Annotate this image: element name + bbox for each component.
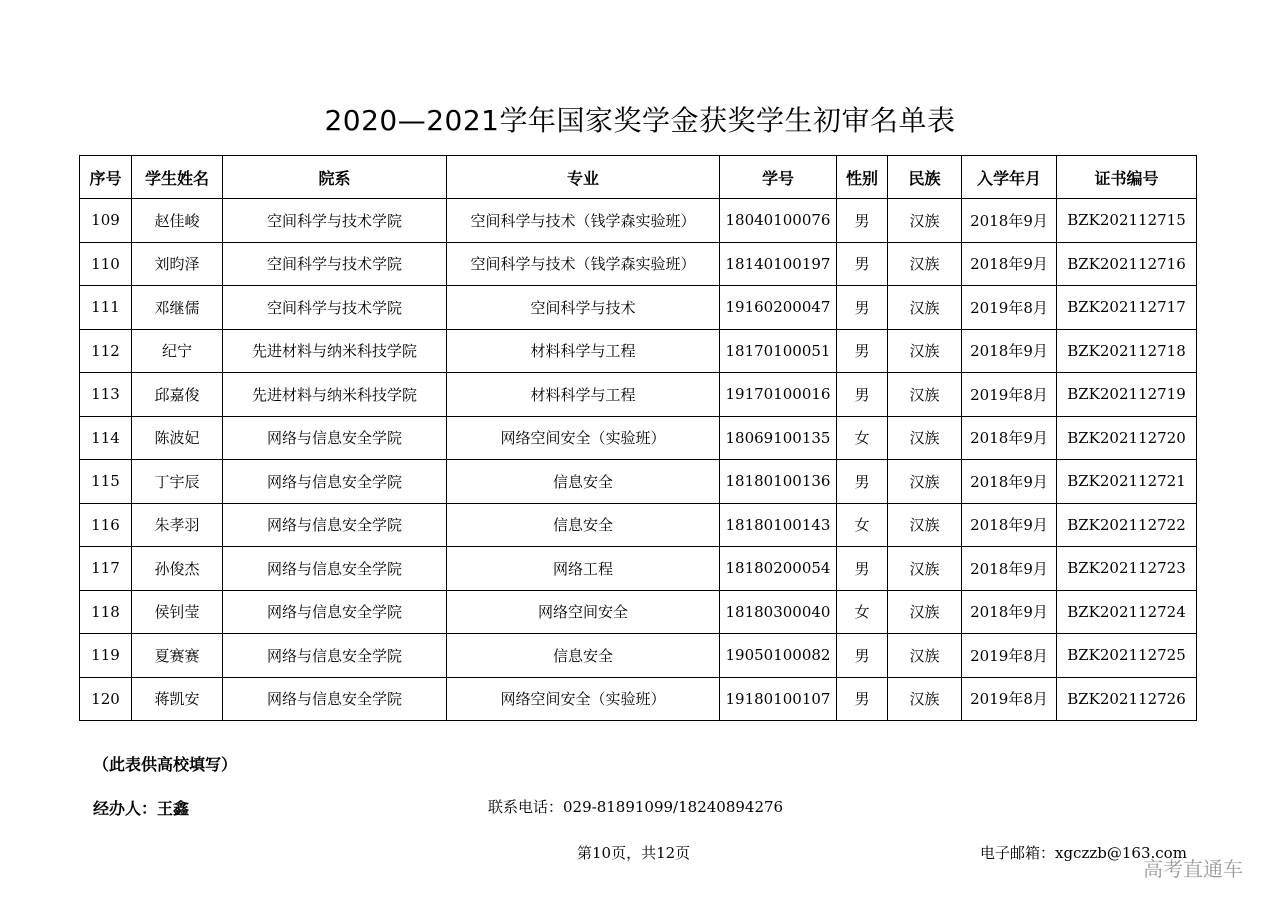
table-body <box>80 199 1197 721</box>
cell-department: 网络与信息安全学院 <box>223 503 447 547</box>
cell-certificate: BZK202112724 <box>1057 590 1197 634</box>
cell-enrollment: 2019年8月 <box>962 634 1057 678</box>
cell-ethnicity: 汉族 <box>888 242 962 286</box>
cell-index: 109 <box>80 199 132 243</box>
cell-student-id: 18180200054 <box>720 547 837 591</box>
table-row <box>80 286 1197 330</box>
column-header-major: 专业 <box>447 156 720 199</box>
cell-student-id: 18180100136 <box>720 460 837 504</box>
fill-note: （此表供高校填写） <box>93 755 238 774</box>
cell-student-id: 19170100016 <box>720 373 837 417</box>
cell-enrollment: 2018年9月 <box>962 460 1057 504</box>
column-header-name: 学生姓名 <box>132 156 223 199</box>
cell-enrollment: 2018年9月 <box>962 590 1057 634</box>
cell-certificate: BZK202112726 <box>1057 677 1197 721</box>
cell-department: 网络与信息安全学院 <box>223 547 447 591</box>
cell-index: 111 <box>80 286 132 330</box>
cell-enrollment: 2018年9月 <box>962 329 1057 373</box>
cell-index: 116 <box>80 503 132 547</box>
cell-student-id: 19180100107 <box>720 677 837 721</box>
cell-ethnicity: 汉族 <box>888 634 962 678</box>
cell-department: 先进材料与纳米科技学院 <box>223 373 447 417</box>
cell-gender: 男 <box>837 677 888 721</box>
column-header-enrollment: 入学年月 <box>962 156 1057 199</box>
cell-student-id: 18140100197 <box>720 242 837 286</box>
cell-certificate: BZK202112723 <box>1057 547 1197 591</box>
table-row <box>80 547 1197 591</box>
cell-enrollment: 2019年8月 <box>962 677 1057 721</box>
cell-major: 信息安全 <box>447 634 720 678</box>
cell-department: 空间科学与技术学院 <box>223 199 447 243</box>
watermark-text: 高考直通车 <box>1143 857 1243 881</box>
table-row <box>80 373 1197 417</box>
cell-name: 邓继儒 <box>132 286 223 330</box>
cell-gender: 女 <box>837 416 888 460</box>
cell-name: 丁宇辰 <box>132 460 223 504</box>
column-header-gender: 性别 <box>837 156 888 199</box>
cell-major: 网络空间安全 <box>447 590 720 634</box>
cell-name: 陈波妃 <box>132 416 223 460</box>
cell-name: 纪宁 <box>132 329 223 373</box>
column-header-certificate: 证书编号 <box>1057 156 1197 199</box>
cell-major: 材料科学与工程 <box>447 373 720 417</box>
cell-department: 网络与信息安全学院 <box>223 634 447 678</box>
cell-name: 邱嘉俊 <box>132 373 223 417</box>
cell-student-id: 19050100082 <box>720 634 837 678</box>
cell-index: 120 <box>80 677 132 721</box>
table-row <box>80 199 1197 243</box>
cell-certificate: BZK202112721 <box>1057 460 1197 504</box>
cell-name: 刘昀泽 <box>132 242 223 286</box>
cell-name: 蒋凯安 <box>132 677 223 721</box>
cell-ethnicity: 汉族 <box>888 547 962 591</box>
cell-index: 114 <box>80 416 132 460</box>
cell-ethnicity: 汉族 <box>888 373 962 417</box>
column-header-ethnicity: 民族 <box>888 156 962 199</box>
table-row <box>80 329 1197 373</box>
cell-major: 空间科学与技术（钱学森实验班） <box>447 199 720 243</box>
cell-major: 空间科学与技术 <box>447 286 720 330</box>
cell-ethnicity: 汉族 <box>888 590 962 634</box>
cell-certificate: BZK202112725 <box>1057 634 1197 678</box>
cell-department: 先进材料与纳米科技学院 <box>223 329 447 373</box>
table-row <box>80 503 1197 547</box>
table-row <box>80 677 1197 721</box>
cell-department: 空间科学与技术学院 <box>223 286 447 330</box>
table-row <box>80 460 1197 504</box>
column-header-index: 序号 <box>80 156 132 199</box>
cell-ethnicity: 汉族 <box>888 199 962 243</box>
cell-ethnicity: 汉族 <box>888 503 962 547</box>
cell-major: 网络空间安全（实验班） <box>447 677 720 721</box>
cell-enrollment: 2018年9月 <box>962 416 1057 460</box>
cell-index: 115 <box>80 460 132 504</box>
cell-enrollment: 2019年8月 <box>962 286 1057 330</box>
document-title: 2020—2021学年国家奖学金获奖学生初审名单表 <box>324 104 956 137</box>
column-header-department: 院系 <box>223 156 447 199</box>
cell-enrollment: 2018年9月 <box>962 199 1057 243</box>
cell-gender: 男 <box>837 199 888 243</box>
cell-enrollment: 2018年9月 <box>962 503 1057 547</box>
cell-major: 材料科学与工程 <box>447 329 720 373</box>
cell-gender: 男 <box>837 547 888 591</box>
cell-index: 110 <box>80 242 132 286</box>
cell-index: 119 <box>80 634 132 678</box>
cell-certificate: BZK202112718 <box>1057 329 1197 373</box>
cell-ethnicity: 汉族 <box>888 677 962 721</box>
cell-name: 朱孝羽 <box>132 503 223 547</box>
cell-gender: 男 <box>837 242 888 286</box>
cell-ethnicity: 汉族 <box>888 460 962 504</box>
cell-department: 网络与信息安全学院 <box>223 460 447 504</box>
table-row <box>80 416 1197 460</box>
contact-phone: 联系电话：029-81891099/18240894276 <box>488 798 784 816</box>
cell-student-id: 18040100076 <box>720 199 837 243</box>
cell-certificate: BZK202112719 <box>1057 373 1197 417</box>
cell-name: 夏赛赛 <box>132 634 223 678</box>
table-row <box>80 634 1197 678</box>
cell-gender: 男 <box>837 634 888 678</box>
cell-ethnicity: 汉族 <box>888 416 962 460</box>
cell-student-id: 18170100051 <box>720 329 837 373</box>
cell-enrollment: 2019年8月 <box>962 373 1057 417</box>
cell-name: 侯钊莹 <box>132 590 223 634</box>
cell-index: 113 <box>80 373 132 417</box>
cell-department: 网络与信息安全学院 <box>223 416 447 460</box>
cell-certificate: BZK202112716 <box>1057 242 1197 286</box>
cell-major: 空间科学与技术（钱学森实验班） <box>447 242 720 286</box>
column-header-student-id: 学号 <box>720 156 837 199</box>
cell-index: 112 <box>80 329 132 373</box>
cell-department: 网络与信息安全学院 <box>223 677 447 721</box>
cell-certificate: BZK202112720 <box>1057 416 1197 460</box>
cell-index: 118 <box>80 590 132 634</box>
cell-student-id: 18180100143 <box>720 503 837 547</box>
cell-gender: 男 <box>837 460 888 504</box>
table-row <box>80 590 1197 634</box>
cell-gender: 男 <box>837 329 888 373</box>
cell-gender: 男 <box>837 373 888 417</box>
cell-ethnicity: 汉族 <box>888 329 962 373</box>
cell-index: 117 <box>80 547 132 591</box>
cell-major: 网络工程 <box>447 547 720 591</box>
scholarship-roster-table <box>79 155 1197 721</box>
cell-name: 赵佳峻 <box>132 199 223 243</box>
cell-certificate: BZK202112722 <box>1057 503 1197 547</box>
cell-department: 网络与信息安全学院 <box>223 590 447 634</box>
handler-label: 经办人：王鑫 <box>93 799 190 818</box>
cell-major: 信息安全 <box>447 460 720 504</box>
cell-major: 网络空间安全（实验班） <box>447 416 720 460</box>
cell-student-id: 19160200047 <box>720 286 837 330</box>
table-row <box>80 242 1197 286</box>
cell-certificate: BZK202112717 <box>1057 286 1197 330</box>
page-number: 第10页，共12页 <box>577 844 691 862</box>
table-header-row <box>80 156 1197 199</box>
cell-certificate: BZK202112715 <box>1057 199 1197 243</box>
cell-department: 空间科学与技术学院 <box>223 242 447 286</box>
cell-gender: 女 <box>837 590 888 634</box>
cell-student-id: 18069100135 <box>720 416 837 460</box>
cell-major: 信息安全 <box>447 503 720 547</box>
cell-ethnicity: 汉族 <box>888 286 962 330</box>
cell-student-id: 18180300040 <box>720 590 837 634</box>
cell-enrollment: 2018年9月 <box>962 242 1057 286</box>
contact-email: 电子邮箱：xgczzb@163.com <box>980 844 1187 862</box>
cell-gender: 女 <box>837 503 888 547</box>
cell-gender: 男 <box>837 286 888 330</box>
cell-enrollment: 2018年9月 <box>962 547 1057 591</box>
cell-name: 孙俊杰 <box>132 547 223 591</box>
